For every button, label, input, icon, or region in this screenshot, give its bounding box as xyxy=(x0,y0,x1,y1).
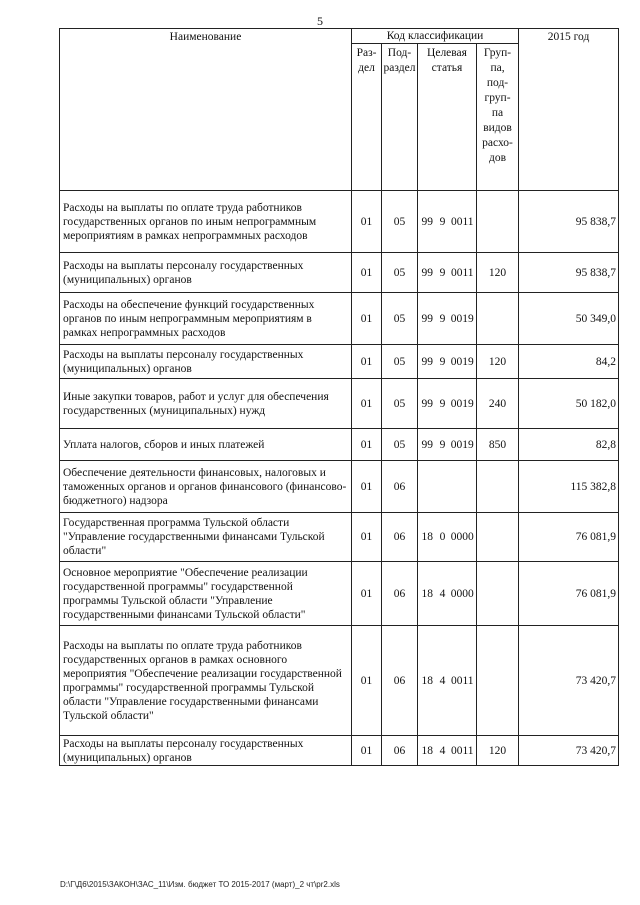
row-target-subprogram: 9 xyxy=(437,253,449,293)
row-target-direction: 0019 xyxy=(449,345,477,379)
row-amount: 76 081,9 xyxy=(519,513,619,562)
row-target-program: 18 xyxy=(418,562,437,626)
row-target-program: 18 xyxy=(418,626,437,736)
row-target-subprogram: 9 xyxy=(437,429,449,461)
row-subsection: 06 xyxy=(382,736,418,766)
table-row xyxy=(60,513,619,562)
row-target-subprogram: 9 xyxy=(437,379,449,429)
row-expense-type xyxy=(477,562,519,626)
row-target-direction: 0000 xyxy=(449,513,477,562)
row-target-subprogram: 9 xyxy=(437,293,449,345)
header-subsection: Под- раздел xyxy=(382,44,418,191)
table-row xyxy=(60,736,619,766)
row-target-program: 99 xyxy=(418,379,437,429)
table-row xyxy=(60,626,619,736)
row-amount: 73 420,7 xyxy=(519,736,619,766)
row-target-subprogram: 4 xyxy=(437,562,449,626)
row-target-direction: 0011 xyxy=(449,191,477,253)
row-target-program: 99 xyxy=(418,345,437,379)
table-row xyxy=(60,293,619,345)
row-target-subprogram: 4 xyxy=(437,736,449,766)
table-row xyxy=(60,345,619,379)
row-section: 01 xyxy=(352,253,382,293)
row-target-direction: 0019 xyxy=(449,429,477,461)
row-target-direction: 0000 xyxy=(449,562,477,626)
page-number: 5 xyxy=(317,14,323,28)
row-target-direction: 0019 xyxy=(449,293,477,345)
header-code: Код классификации xyxy=(352,29,519,44)
row-target-direction: 0011 xyxy=(449,626,477,736)
header-row-top xyxy=(60,29,619,44)
row-name: Расходы на выплаты персоналу государственных (муниципальных) органов xyxy=(60,736,352,766)
row-target-direction: 0011 xyxy=(449,736,477,766)
row-amount: 82,8 xyxy=(519,429,619,461)
row-section: 01 xyxy=(352,461,382,513)
row-section: 01 xyxy=(352,513,382,562)
row-section: 01 xyxy=(352,429,382,461)
row-target-program: 18 xyxy=(418,513,437,562)
header-section: Раз- дел xyxy=(352,44,382,191)
header-year: 2015 год xyxy=(519,29,619,191)
row-expense-type: 120 xyxy=(477,253,519,293)
row-name: Иные закупки товаров, работ и услуг для обеспечения государственных (муниципальных) нужд xyxy=(60,379,352,429)
row-amount: 95 838,7 xyxy=(519,191,619,253)
row-section: 01 xyxy=(352,345,382,379)
row-name: Расходы на выплаты персоналу государственных (муниципальных) органов xyxy=(60,253,352,293)
table-row xyxy=(60,461,619,513)
row-subsection: 05 xyxy=(382,191,418,253)
row-expense-type xyxy=(477,513,519,562)
table-row xyxy=(60,429,619,461)
budget-table xyxy=(59,28,619,766)
row-expense-type: 850 xyxy=(477,429,519,461)
row-target-program: 99 xyxy=(418,191,437,253)
row-target-program xyxy=(418,461,437,513)
row-subsection: 06 xyxy=(382,562,418,626)
header-name: Наименование xyxy=(60,29,352,191)
row-amount: 76 081,9 xyxy=(519,562,619,626)
table-body xyxy=(60,191,619,766)
row-section: 01 xyxy=(352,562,382,626)
row-target-program: 18 xyxy=(418,736,437,766)
row-name: Расходы на выплаты по оплате труда работников государственных органов в рамках основного мероприятия "Обеспечение реализации государственной программы" государственной программы Тульской области "Управление государственными финансами Тульской области" xyxy=(60,626,352,736)
table-row xyxy=(60,191,619,253)
row-name: Расходы на выплаты персоналу государственных (муниципальных) органов xyxy=(60,345,352,379)
row-target-program: 99 xyxy=(418,429,437,461)
header-group: Груп- па, под- груп- па видов расхо- дов xyxy=(477,44,519,191)
row-target-direction xyxy=(449,461,477,513)
row-amount: 50 349,0 xyxy=(519,293,619,345)
row-amount: 115 382,8 xyxy=(519,461,619,513)
row-target-direction: 0011 xyxy=(449,253,477,293)
row-section: 01 xyxy=(352,191,382,253)
row-amount: 95 838,7 xyxy=(519,253,619,293)
file-path-footer: D:\Г\Д6\2015\ЗАКОН\ЗАС_11\Изм. бюджет ТО 2015-2017 (март)_2 чт\pr2.xls xyxy=(60,880,340,889)
row-target-subprogram: 9 xyxy=(437,191,449,253)
row-expense-type: 120 xyxy=(477,345,519,379)
row-target-program: 99 xyxy=(418,253,437,293)
row-amount: 50 182,0 xyxy=(519,379,619,429)
row-amount: 84,2 xyxy=(519,345,619,379)
row-subsection: 05 xyxy=(382,379,418,429)
row-subsection: 05 xyxy=(382,429,418,461)
row-name: Расходы на выплаты по оплате труда работников государственных органов по иным непрограммным мероприятиям в рамках непрограммных расходов xyxy=(60,191,352,253)
row-subsection: 06 xyxy=(382,513,418,562)
row-expense-type: 120 xyxy=(477,736,519,766)
row-subsection: 05 xyxy=(382,293,418,345)
row-expense-type xyxy=(477,191,519,253)
table-row xyxy=(60,253,619,293)
table-row xyxy=(60,562,619,626)
row-name: Государственная программа Тульской области "Управление государственными финансами Тульской области" xyxy=(60,513,352,562)
row-target-program: 99 xyxy=(418,293,437,345)
row-name: Уплата налогов, сборов и иных платежей xyxy=(60,429,352,461)
row-subsection: 05 xyxy=(382,345,418,379)
row-expense-type: 240 xyxy=(477,379,519,429)
row-name: Обеспечение деятельности финансовых, налоговых и таможенных органов и органов финансового (финансово-бюджетного) надзора xyxy=(60,461,352,513)
row-expense-type xyxy=(477,461,519,513)
row-target-subprogram: 0 xyxy=(437,513,449,562)
row-expense-type xyxy=(477,626,519,736)
row-target-subprogram: 9 xyxy=(437,345,449,379)
row-subsection: 06 xyxy=(382,626,418,736)
row-subsection: 05 xyxy=(382,253,418,293)
row-amount: 73 420,7 xyxy=(519,626,619,736)
row-section: 01 xyxy=(352,379,382,429)
row-target-subprogram: 4 xyxy=(437,626,449,736)
table-row xyxy=(60,379,619,429)
row-section: 01 xyxy=(352,626,382,736)
row-name: Расходы на обеспечение функций государственных органов по иным непрограммным мероприятиям в рамках непрограммных расходов xyxy=(60,293,352,345)
row-section: 01 xyxy=(352,293,382,345)
row-expense-type xyxy=(477,293,519,345)
row-target-subprogram xyxy=(437,461,449,513)
row-target-direction: 0019 xyxy=(449,379,477,429)
row-name: Основное мероприятие "Обеспечение реализации государственной программы" государственной программы Тульской области "Управление государственными финансами Тульской области" xyxy=(60,562,352,626)
row-section: 01 xyxy=(352,736,382,766)
row-subsection: 06 xyxy=(382,461,418,513)
header-target: Целевая статья xyxy=(418,44,477,191)
